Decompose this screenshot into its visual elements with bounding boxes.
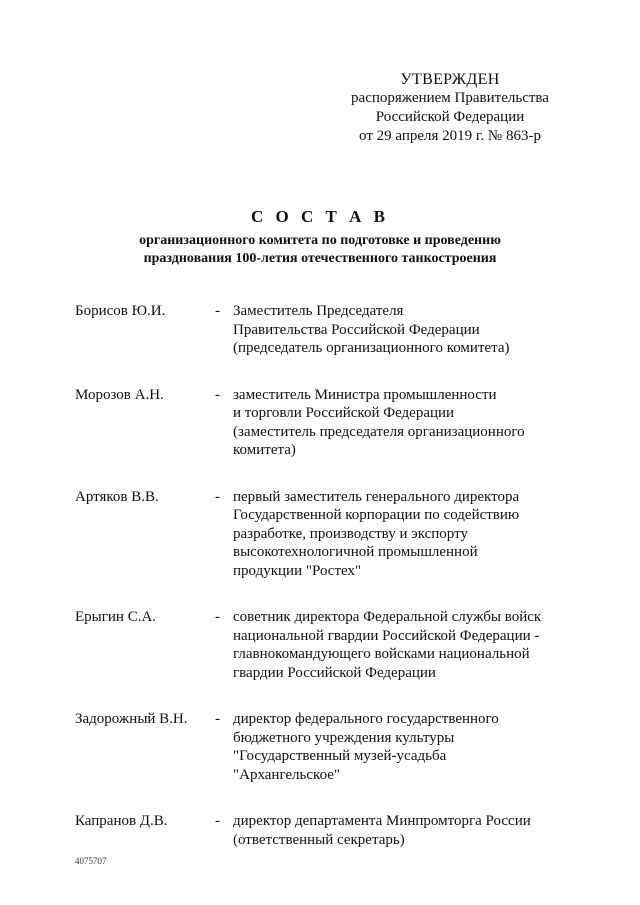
member-row [75, 386, 575, 460]
member-row [75, 710, 575, 784]
member-description: Заместитель Председателя Правительства Российской Федерации (председатель организационного комитета) [233, 303, 510, 356]
member-row [75, 608, 575, 682]
member-name: Борисов Ю.И. [75, 303, 166, 319]
member-name: Задорожный В.Н. [75, 711, 188, 727]
member-name: Капранов Д.В. [75, 813, 168, 829]
member-row [75, 488, 575, 581]
member-dash: - [215, 609, 220, 625]
document-subtitle-line-1: организационного комитета по подготовке и проведению [139, 233, 501, 248]
member-dash: - [215, 303, 220, 319]
document-subtitle-line-2: празднования 100-летия отечественного танкостроения [143, 251, 497, 266]
member-row [75, 302, 575, 358]
member-dash: - [215, 711, 220, 727]
member-description: директор департамента Минпромторга России (ответственный секретарь) [233, 813, 531, 848]
document-heading [0, 206, 640, 268]
approval-line-1: распоряжением Правительства [351, 90, 549, 106]
member-description: советник директора Федеральной службы войск национальной гвардии Российской Федерации - главнокомандующего войсками национальной гвардии Российской Федерации [233, 609, 542, 681]
document-number: 4075707 [75, 856, 107, 866]
member-dash: - [215, 386, 220, 403]
approved-label: УТВЕРЖДЕН [400, 71, 500, 88]
member-name: Морозов А.Н. [75, 386, 164, 403]
approval-line-2: Российской Федерации [375, 109, 525, 125]
approval-line-3: от 29 апреля 2019 г. № 863-р [359, 128, 541, 144]
committee-member-list [75, 302, 575, 849]
approval-stamp [330, 70, 570, 146]
member-description: заместитель Министра промышленности и торговли Российской Федерации (заместитель председателя организационного комитета) [233, 386, 525, 458]
member-dash: - [215, 488, 220, 505]
member-description: директор федерального государственного бюджетного учреждения культуры "Государственный музей-усадьба "Архангельское" [233, 711, 499, 783]
member-dash: - [215, 813, 220, 829]
member-name: Ерыгин С.А. [75, 609, 157, 625]
member-name: Артяков В.В. [75, 488, 159, 505]
document-title: С О С Т А В [251, 207, 389, 226]
member-description: первый заместитель генерального директора Государственной корпорации по содействию разработке, производству и экспорту высокотехнологичной промышленной продукции "Ростех" [233, 488, 520, 579]
member-row [75, 812, 575, 849]
